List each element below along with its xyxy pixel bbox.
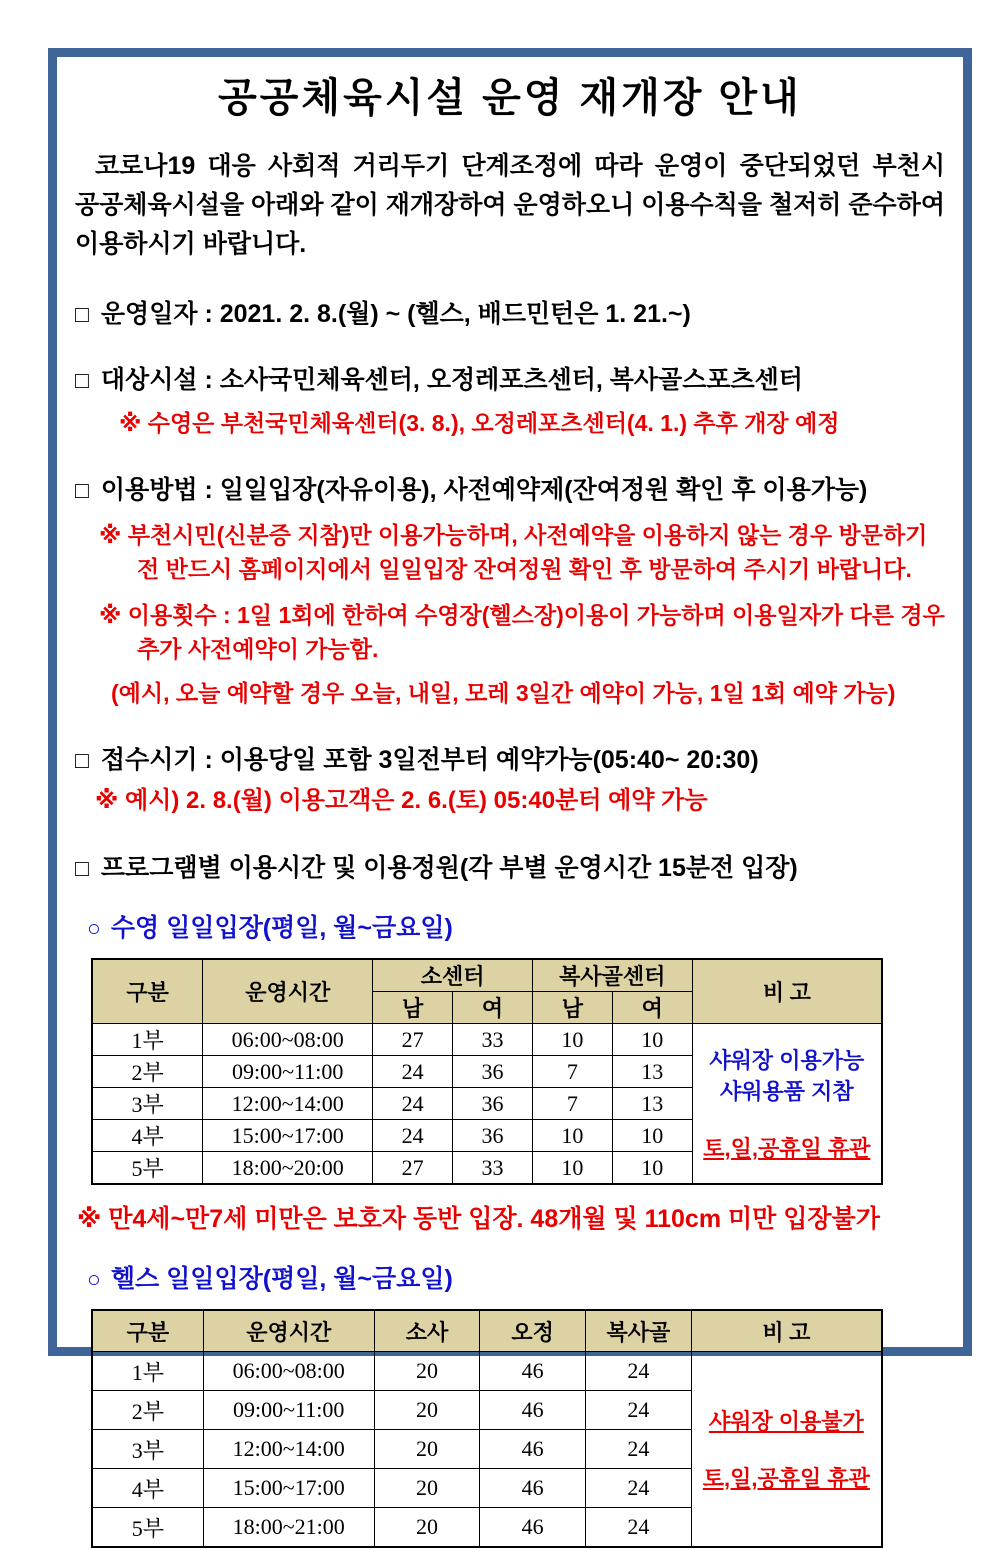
- header-male: 남: [532, 992, 612, 1024]
- header-remark: 비 고: [691, 1310, 882, 1352]
- item-target-facilities: [75, 364, 949, 396]
- gym-table: [91, 1309, 883, 1548]
- program-info-text: 프로그램별 이용시간 및 이용정원(각 부별 운영시간 15분전 입장): [100, 854, 798, 882]
- header-sosa: 소사: [374, 1310, 480, 1352]
- gym-heading-text: 헬스 일일입장(평일, 월~금요일): [110, 1265, 453, 1293]
- header-hours: 운영시간: [203, 959, 373, 1024]
- header-male: 남: [373, 992, 453, 1024]
- usage-method-text: 이용방법 : 일일입장(자유이용), 사전예약제(잔여정원 확인 후 이용가능): [100, 476, 868, 504]
- intro-paragraph: 코로나19 대응 사회적 거리두기 단계조정에 따라 운영이 중단되었던 부천시 공공체육시설을 아래와 같이 재개장하여 운영하오니 이용수칙을 철저히 준수하여 이용하시기 바랍니다.: [75, 152, 945, 258]
- usage-note-example: (예시, 오늘 예약할 경우 오늘, 내일, 모레 3일간 예약이 가능, 1일 1회 예약 가능): [111, 680, 896, 706]
- target-facilities-text: 대상시설 : 소사국민체육센터, 오정레포츠센터, 복사골스포츠센터: [100, 366, 803, 394]
- header-boksagol: 복사골: [586, 1310, 692, 1352]
- header-hours: 운영시간: [203, 1310, 374, 1352]
- header-female: 여: [612, 992, 692, 1024]
- table-row: 2부 09:00~11:00 20 46 24: [92, 1391, 882, 1430]
- header-female: 여: [453, 992, 533, 1024]
- swim-table: [91, 958, 883, 1185]
- square-bullet-icon: □: [75, 477, 89, 503]
- table-row: 2부 09:00~11:00 24 36 7 13: [92, 1056, 882, 1088]
- facilities-note: ※ 수영은 부천국민체육센터(3. 8.), 오정레포츠센터(4. 1.) 추후 개장 예정: [119, 410, 840, 436]
- item-usage-method: [75, 474, 949, 506]
- gym-remark-closed: 토,일,공휴일 휴관: [702, 1466, 870, 1491]
- gym-remark-shower: 샤워장 이용불가: [708, 1409, 864, 1434]
- gym-header-row: [92, 1310, 882, 1352]
- gym-remark-cell: [691, 1352, 882, 1548]
- reception-note: ※ 예시) 2. 8.(월) 이용고객은 2. 6.(토) 05:40분터 예약 가능: [95, 787, 708, 814]
- table-row: 5부 18:00~20:00 27 33 10 10: [92, 1152, 882, 1185]
- table-row: 3부 12:00~14:00 24 36 7 13: [92, 1088, 882, 1120]
- page-title: 공공체육시설 운영 재개장 안내: [218, 76, 802, 120]
- header-remark: 비 고: [692, 959, 882, 1024]
- operating-date-text: 운영일자 : 2021. 2. 8.(월) ~ (헬스, 배드민턴은 1. 21.~): [100, 300, 691, 328]
- gym-section-heading: [87, 1259, 949, 1295]
- table-row: 1부 06:00~08:00 20 46 24 샤워장 이용불가 토,일,공휴일 휴관: [92, 1352, 882, 1391]
- swim-heading-text: 수영 일일입장(평일, 월~금요일): [110, 914, 453, 942]
- table-row: 4부 15:00~17:00 20 46 24: [92, 1469, 882, 1508]
- swim-remark-closed: 토,일,공휴일 휴관: [703, 1136, 871, 1161]
- square-bullet-icon: □: [75, 747, 89, 773]
- table-row: 1부 06:00~08:00 27 33 10 10 샤워장 이용가능 샤워용품 지참 토,일,공휴일 휴관: [92, 1024, 882, 1056]
- usage-note-citizen: ※ 부천시민(신분증 지참)만 이용가능하며, 사전예약을 이용하지 않는 경우 방문하기 전 반드시 홈페이지에서 일일입장 잔여정원 확인 후 방문하여 주시기 바랍니다.: [99, 522, 928, 582]
- swim-header-row-1: [92, 959, 882, 992]
- square-bullet-icon: □: [75, 367, 89, 393]
- header-ojeong: 오정: [480, 1310, 586, 1352]
- table-row: 3부 12:00~14:00 20 46 24: [92, 1430, 882, 1469]
- circle-bullet-icon: ○: [87, 915, 101, 941]
- header-sosa-center: 소센터: [373, 959, 533, 992]
- item-reception-period: [75, 744, 949, 776]
- header-boksagol-center: 복사골센터: [532, 959, 692, 992]
- circle-bullet-icon: ○: [87, 1266, 101, 1292]
- reception-period-text: 접수시기 : 이용당일 포함 3일전부터 예약가능(05:40~ 20:30): [100, 746, 759, 774]
- swim-section-heading: [87, 908, 949, 944]
- swim-remark-shower: 샤워장 이용가능: [709, 1048, 865, 1073]
- swim-footnote: ※ 만4세~만7세 미만은 보호자 동반 입장. 48개월 및 110cm 미만 입장불가: [77, 1205, 880, 1233]
- swim-remark-cell: [692, 1024, 882, 1185]
- swim-remark-supplies: 샤워용품 지참: [720, 1079, 854, 1104]
- square-bullet-icon: □: [75, 855, 89, 881]
- item-program-info: [75, 852, 949, 884]
- usage-note-frequency: ※ 이용횟수 : 1일 1회에 한하여 수영장(헬스장)이용이 가능하며 이용일자가 다른 경우 추가 사전예약이 가능함.: [99, 602, 945, 662]
- table-row: 4부 15:00~17:00 24 36 10 10: [92, 1120, 882, 1152]
- header-division: 구분: [92, 1310, 203, 1352]
- square-bullet-icon: □: [75, 301, 89, 327]
- header-division: 구분: [92, 959, 203, 1024]
- table-row: 5부 18:00~21:00 20 46 24: [92, 1508, 882, 1548]
- item-operating-date: [75, 298, 949, 330]
- notice-frame: [48, 48, 972, 1541]
